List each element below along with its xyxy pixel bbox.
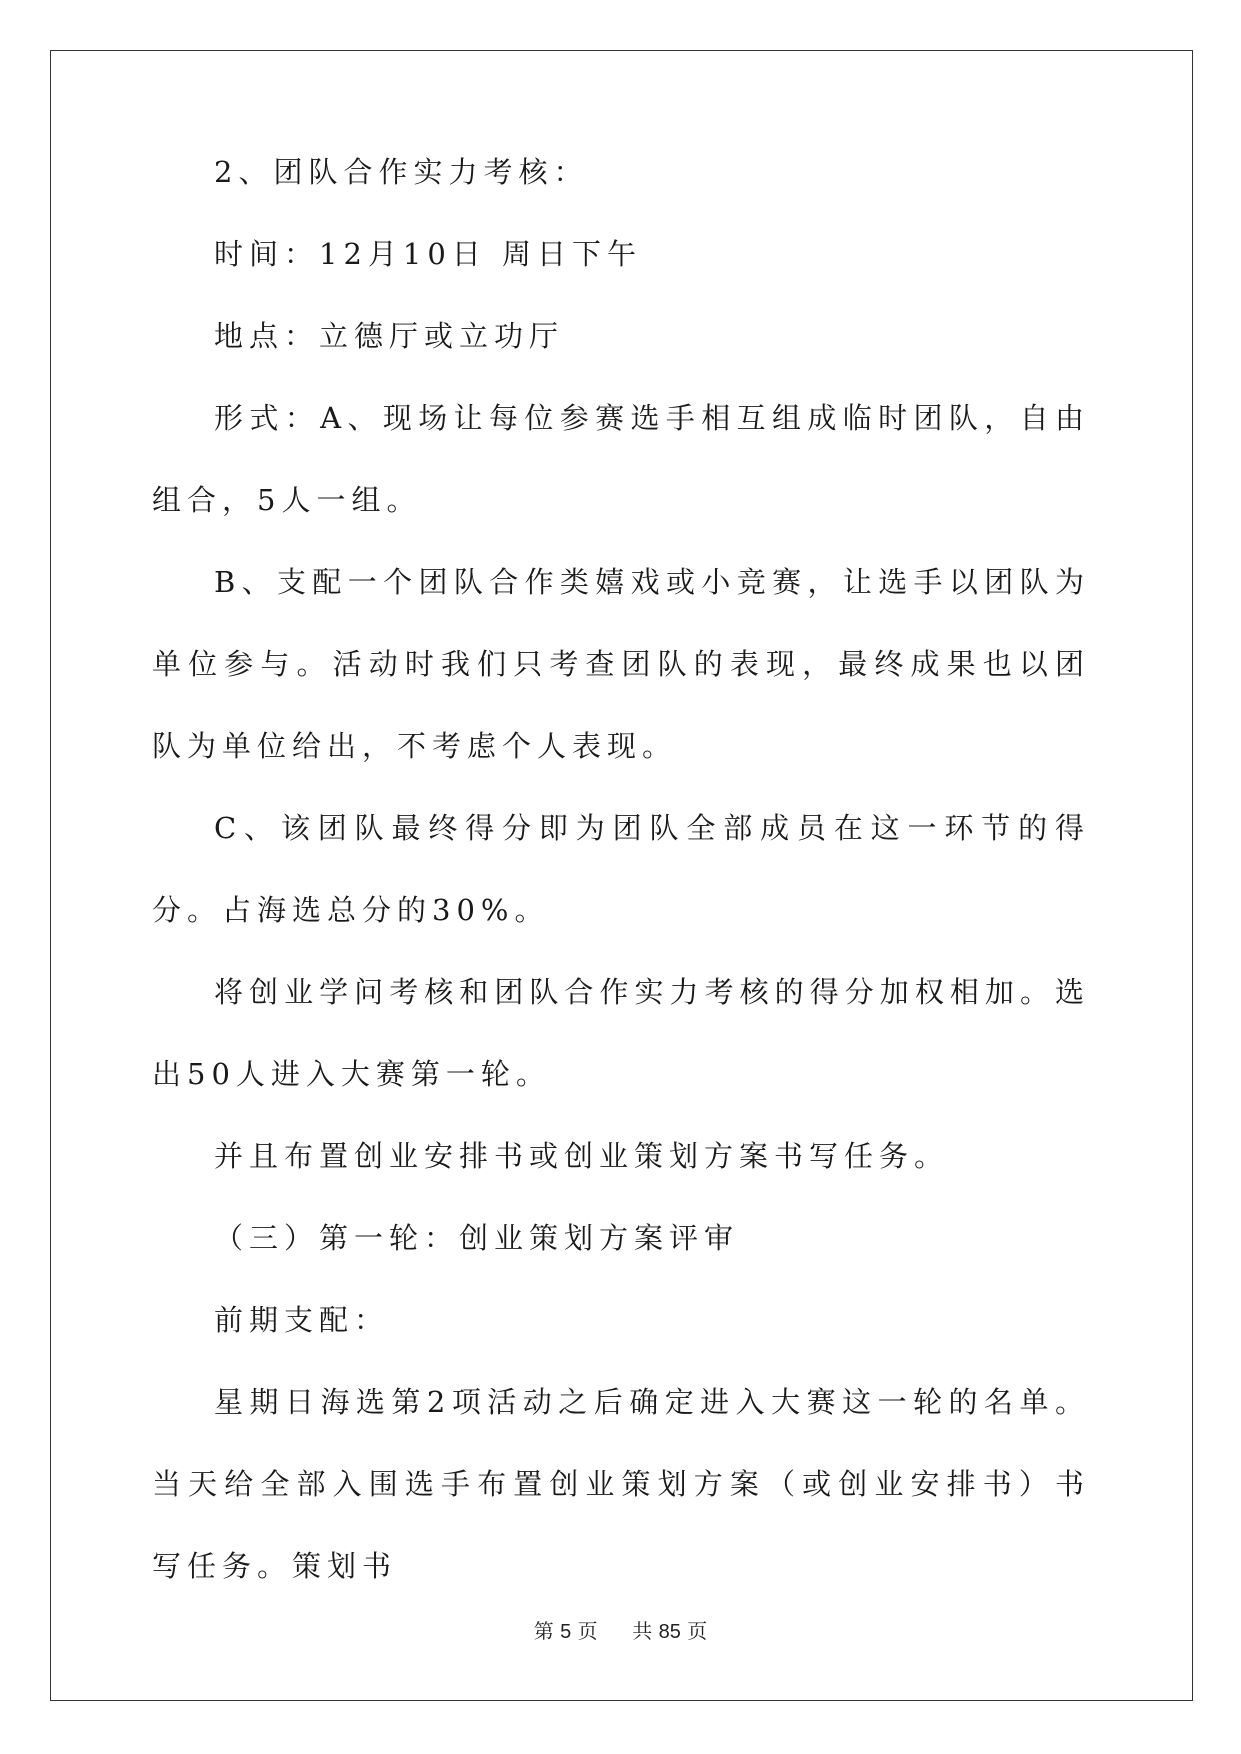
page-number: 5: [560, 1621, 572, 1643]
paragraph: 2、团队合作实力考核：: [214, 155, 589, 189]
page-suffix: 页: [577, 1619, 598, 1643]
paragraph: 前期支配：: [214, 1303, 390, 1337]
paragraph: B、支配一个团队合作类嬉戏或小竞赛，让选手以团队为单位参与。活动时我们只考查团队的表现，最终成果也以团队为单位给出，不考虑个人表现。: [152, 565, 1090, 763]
total-prefix: 共: [632, 1619, 653, 1643]
page-prefix: 第: [533, 1619, 554, 1643]
page-footer: [0, 1615, 1241, 1644]
paragraph: 地点：立德厅或立功厅: [214, 319, 565, 353]
total-suffix: 页: [687, 1619, 708, 1643]
paragraph: 形式：A、现场让每位参赛选手相互组成临时团队，自由组合，5人一组。: [152, 401, 1090, 517]
paragraph: 时间：12月10日 周日下午: [214, 237, 643, 271]
total-pages: 85: [658, 1621, 681, 1643]
paragraph: 星期日海选第2项活动之后确定进入大赛这一轮的名单。当天给全部入围选手布置创业策划方案（或创业安排书）书写任务。策划书: [152, 1385, 1090, 1583]
document-body: [152, 131, 1090, 1607]
paragraph: 将创业学问考核和团队合作实力考核的得分加权相加。选出50人进入大赛第一轮。: [152, 975, 1090, 1091]
paragraph: C、该团队最终得分即为团队全部成员在这一环节的得分。占海选总分的30%。: [152, 811, 1090, 927]
paragraph: （三）第一轮：创业策划方案评审: [214, 1221, 740, 1255]
paragraph: 并且布置创业安排书或创业策划方案书写任务。: [214, 1139, 950, 1173]
